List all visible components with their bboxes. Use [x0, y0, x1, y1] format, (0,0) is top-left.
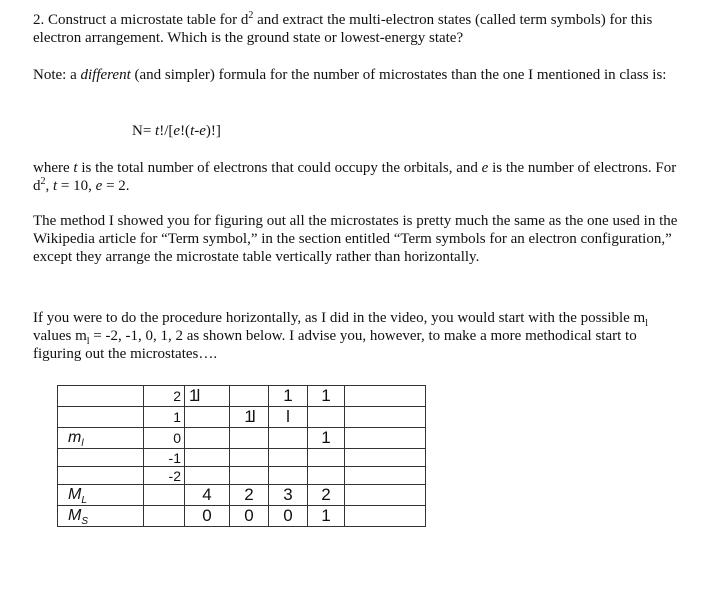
table-row: [58, 485, 426, 506]
handwritten-mark: [230, 428, 269, 449]
ML-value: 2: [230, 485, 269, 506]
table-cell: [345, 467, 426, 485]
handwritten-mark: 1l: [185, 386, 230, 407]
table-row: [58, 386, 426, 407]
table-cell: [269, 449, 308, 467]
table-cell: [230, 467, 269, 485]
table-cell: [308, 449, 345, 467]
table-cell: [144, 506, 185, 527]
method-text: The method I showed you for figuring out all the microstates is pretty much the same as the one used in the Wikipedia article for “Term symbol,” in the section entitled “Term symbols for an electron configuration,” except they arrange the microstate table vertically rather than horizontally.: [33, 213, 678, 265]
table-row: [58, 449, 426, 467]
ML-value: 2: [308, 485, 345, 506]
ml-value: 0: [144, 428, 185, 449]
handwritten-mark: 1l: [230, 407, 269, 428]
table-cell: [144, 485, 185, 506]
table-cell: [345, 407, 426, 428]
handwritten-mark: [185, 428, 230, 449]
ml-value: -1: [144, 449, 185, 467]
ml-value: 1: [144, 407, 185, 428]
ML-value: 3: [269, 485, 308, 506]
table-cell: [185, 449, 230, 467]
MS-value: 0: [185, 506, 230, 527]
handwritten-mark: [269, 428, 308, 449]
formula: N= t!/[e!(t-e)!]: [132, 123, 221, 139]
table-row: [58, 407, 426, 428]
table-row: [58, 428, 426, 449]
MS-value: 1: [308, 506, 345, 527]
handwritten-mark: 1: [269, 386, 308, 407]
table-cell: [58, 449, 144, 467]
ml-value: -2: [144, 467, 185, 485]
MS-row-label: $M_S$: [58, 506, 144, 527]
table-cell: [230, 449, 269, 467]
MS-value: 0: [269, 506, 308, 527]
table-cell: [345, 449, 426, 467]
note-text: Note: a different (and simpler) formula for the number of microstates than the one I mentioned in class is:: [33, 67, 667, 83]
handwritten-mark: 1: [308, 386, 345, 407]
table-cell: [345, 386, 426, 407]
question-text: 2. Construct a microstate table for $d^2$ and extract the multi-electron states (called term symbols) for this electron arrangement. Which is the ground state or lowest-energy state?: [33, 10, 653, 46]
handwritten-mark: [308, 407, 345, 428]
table-row: [58, 467, 426, 485]
where-text: where t is the total number of electrons that could occupy the orbitals, and e is the number of electrons. For $d^2$, t = 10, e = 2.: [33, 160, 677, 194]
table-cell: [345, 506, 426, 527]
table-cell: [58, 386, 144, 407]
table-row: [58, 506, 426, 527]
ML-value: 4: [185, 485, 230, 506]
microstate-table: [57, 385, 426, 527]
handwritten-mark: [230, 386, 269, 407]
table-cell: [308, 467, 345, 485]
handwritten-mark: 1: [308, 428, 345, 449]
ML-row-label: $M_L$: [58, 485, 144, 506]
ml-value: 2: [144, 386, 185, 407]
ml-row-label: $m_l$: [58, 428, 144, 449]
handwritten-mark: [185, 407, 230, 428]
table-cell: [58, 407, 144, 428]
table-cell: [185, 467, 230, 485]
MS-value: 0: [230, 506, 269, 527]
table-cell: [269, 467, 308, 485]
table-cell: [345, 485, 426, 506]
handwritten-mark: l: [269, 407, 308, 428]
table-cell: [58, 467, 144, 485]
procedure-text: If you were to do the procedure horizontally, as I did in the video, you would start with the possible $m_l$ values $m_l = -2$, -1, 0, 1, 2 as shown below. I advise you, however, to make a more methodical start to figuring out the microstates….: [33, 310, 649, 362]
table-cell: [345, 428, 426, 449]
